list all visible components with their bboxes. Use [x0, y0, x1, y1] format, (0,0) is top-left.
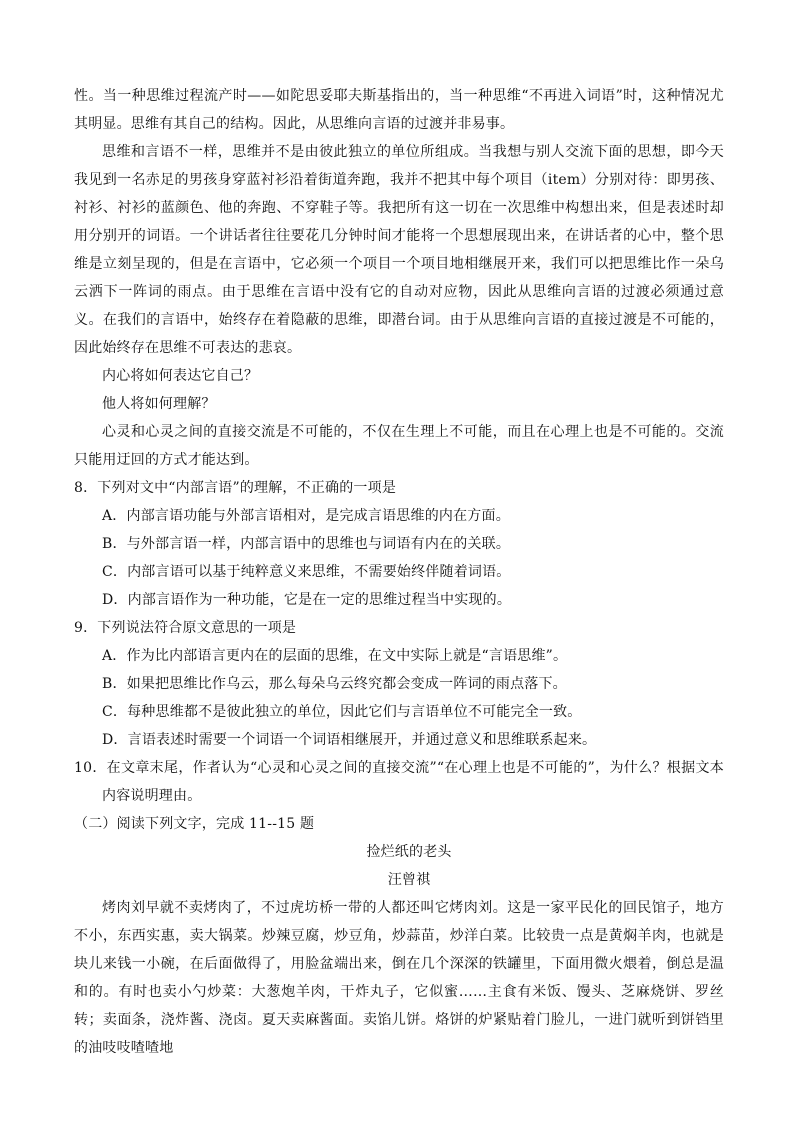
article-author: 汪曾祺: [387, 872, 431, 888]
question-9-option-a: A．作为比内部语言更内在的层面的思维，在文中实际上就是“言语思维”。: [102, 648, 568, 664]
question-8-option-d: D．内部言语作为一种功能，它是在一定的思维过程当中实现的。: [102, 592, 512, 608]
question-9-option-b: B．如果把思维比作乌云，那么每朵乌云终究都会变成一阵词的雨点落下。: [102, 676, 567, 692]
question-8-stem: 8．下列对文中“内部言语”的理解，不正确的一项是: [74, 480, 397, 496]
question-9-option-d: D．言语表述时需要一个词语一个词语相继展开，并通过意义和思维联系起来。: [102, 732, 597, 748]
question-9-stem: 9．下列说法符合原文意思的一项是: [74, 620, 297, 636]
passage-paragraph-2: 思维和言语不一样，思维并不是由彼此独立的单位所组成。当我想与别人交流下面的思想，即今天我见到一名赤足的男孩身穿蓝衬衫沿着街道奔跑，我并不把其中每个项目（item）分别对待：即男孩、衬衫、衬衫的蓝颜色、他的奔跑、不穿鞋子等。我把所有这一切在一次思维中构想出来，但是表述时却用分别开的词语。一个讲话者往往要花几分钟时间才能将一个思想展现出来，在讲话者的心中，整个思维是立刻呈现的，但是在言语中，它必须一个项目一个项目地相继展开来，我们可以把思维比作一朵乌云洒下一阵词的雨点。由于思维在言语中没有它的自动对应物，因此从思维向言语的过渡必须通过意义。在我们的言语中，始终存在着隐蔽的思维，即潜台词。由于从思维向言语的直接过渡是不可能的，因此始终存在思维不可表达的悲哀。: [74, 144, 724, 356]
passage-paragraph-4: 他人将如何理解？: [102, 396, 216, 412]
section-2-heading: （二）阅读下列文字，完成 11--15 题: [74, 816, 315, 832]
article-paragraph-1: 烤肉刘早就不卖烤肉了，不过虎坊桥一带的人都还叫它烤肉刘。这是一家平民化的回民馆子，地方不小，东西实惠，卖大锅菜。炒辣豆腐，炒豆角，炒蒜苗，炒洋白菜。比较贵一点是黄焖羊肉，也就是块儿来钱一小碗，在后面做得了，用脸盆端出来，倒在几个深深的铁罐里，下面用微火煨着，倒总是温和的。有时也卖小勺炒菜：大葱炮羊肉，干炸丸子，它似蜜……主食有米饭、馒头、芝麻烧饼、罗丝转；卖面条，浇炸酱、浇卤。夏天卖麻酱面。卖馅儿饼。烙饼的炉紧贴着门脸儿，一进门就听到饼铛里的油吱吱喳喳地: [74, 900, 724, 1056]
passage-paragraph-1: 性。当一种思维过程流产时——如陀思妥耶夫斯基指出的，当一种思维“不再进入词语”时，这种情况尤其明显。思维有其自己的结构。因此，从思维向言语的过渡并非易事。: [74, 88, 724, 132]
passage-paragraph-5: 心灵和心灵之间的直接交流是不可能的，不仅在生理上不可能，而且在心理上也是不可能的。交流只能用迂回的方式才能达到。: [74, 424, 724, 468]
question-8-option-a: A．内部言语功能与外部言语相对，是完成言语思维的内在方面。: [102, 508, 510, 524]
article-title: 捡烂纸的老头: [366, 844, 452, 860]
question-9-option-c: C．每种思维都不是彼此独立的单位，因此它们与言语单位不可能完全一致。: [102, 704, 582, 720]
document-body: [74, 82, 724, 1062]
question-10: 10．在文章末尾，作者认为“心灵和心灵之间的直接交流”“在心理上也是不可能的”，为什么？根据文本内容说明理由。: [74, 760, 724, 804]
question-9: [74, 614, 724, 754]
question-8-option-c: C．内部言语可以基于纯粹意义来思维，不需要始终伴随着词语。: [102, 564, 511, 580]
question-8: [74, 474, 724, 614]
question-8-option-b: B．与外部言语一样，内部言语中的思维也与词语有内在的关联。: [102, 536, 511, 552]
passage-paragraph-3: 内心将如何表达它自己？: [102, 368, 259, 384]
